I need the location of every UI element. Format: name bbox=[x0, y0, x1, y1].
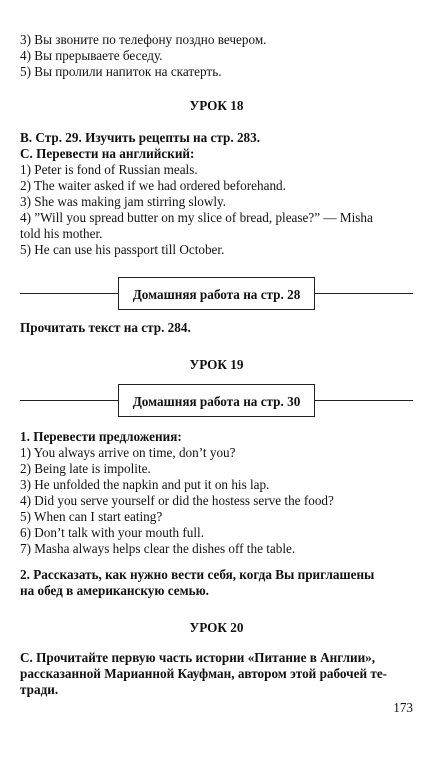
translation-item: 3) She was making jam stirring slowly. bbox=[20, 194, 227, 209]
task-b-line: В. Стр. 29. Изучить рецепты на стр. 283. bbox=[20, 130, 261, 145]
sentence-item: 2) Being late is impolite. bbox=[20, 461, 151, 476]
lesson-19-heading: УРОК 19 bbox=[189, 357, 244, 372]
sentence-item: 6) Don’t talk with your mouth full. bbox=[20, 525, 205, 540]
sentence-item: 3) He unfolded the napkin and put it on his lap. bbox=[20, 477, 270, 492]
divider-left bbox=[20, 400, 118, 401]
divider-left bbox=[20, 293, 118, 294]
task-c-line: С. Перевести на английский: bbox=[20, 146, 195, 161]
homework-box: Домашняя работа на стр. 28 bbox=[118, 277, 315, 310]
sentence-item: 7) Masha always helps clear the dishes off the table. bbox=[20, 541, 296, 556]
translation-item: 5) He can use his passport till October. bbox=[20, 242, 225, 257]
task-2-line: 2. Рассказать, как нужно вести себя, когда Вы приглашены bbox=[20, 567, 375, 582]
translation-item: 2) The waiter asked if we had ordered beforehand. bbox=[20, 178, 286, 193]
text-line: 4) Вы прерываете беседу. bbox=[20, 48, 163, 63]
task-c-line: рассказанной Марианной Кауфман, автором этой рабочей те- bbox=[20, 666, 388, 681]
translation-item: 4) ”Will you spread butter on my slice of bread, please?” — Misha bbox=[20, 210, 373, 225]
read-text-line: Прочитать текст на стр. 284. bbox=[20, 320, 191, 335]
task-1-title: 1. Перевести предложения: bbox=[20, 429, 182, 444]
task-c-line: С. Прочитайте первую часть истории «Питание в Англии», bbox=[20, 650, 376, 665]
page-number: 173 bbox=[393, 700, 413, 715]
sentence-item: 4) Did you serve yourself or did the hostess serve the food? bbox=[20, 493, 334, 508]
text-line: 5) Вы пролили напиток на скатерть. bbox=[20, 64, 222, 79]
translation-item: 1) Peter is fond of Russian meals. bbox=[20, 162, 198, 177]
lesson-20-heading: УРОК 20 bbox=[189, 620, 244, 635]
translation-item-continued: told his mother. bbox=[20, 226, 103, 241]
sentence-item: 1) You always arrive on time, don’t you? bbox=[20, 445, 236, 460]
sentence-item: 5) When can I start eating? bbox=[20, 509, 163, 524]
divider-right bbox=[315, 400, 413, 401]
divider-right bbox=[315, 293, 413, 294]
lesson-18-heading: УРОК 18 bbox=[189, 98, 244, 113]
homework-box: Домашняя работа на стр. 30 bbox=[118, 384, 315, 417]
task-c-line: тради. bbox=[20, 682, 59, 697]
task-2-line: на обед в американскую семью. bbox=[20, 583, 209, 598]
text-line: 3) Вы звоните по телефону поздно вечером. bbox=[20, 32, 267, 47]
